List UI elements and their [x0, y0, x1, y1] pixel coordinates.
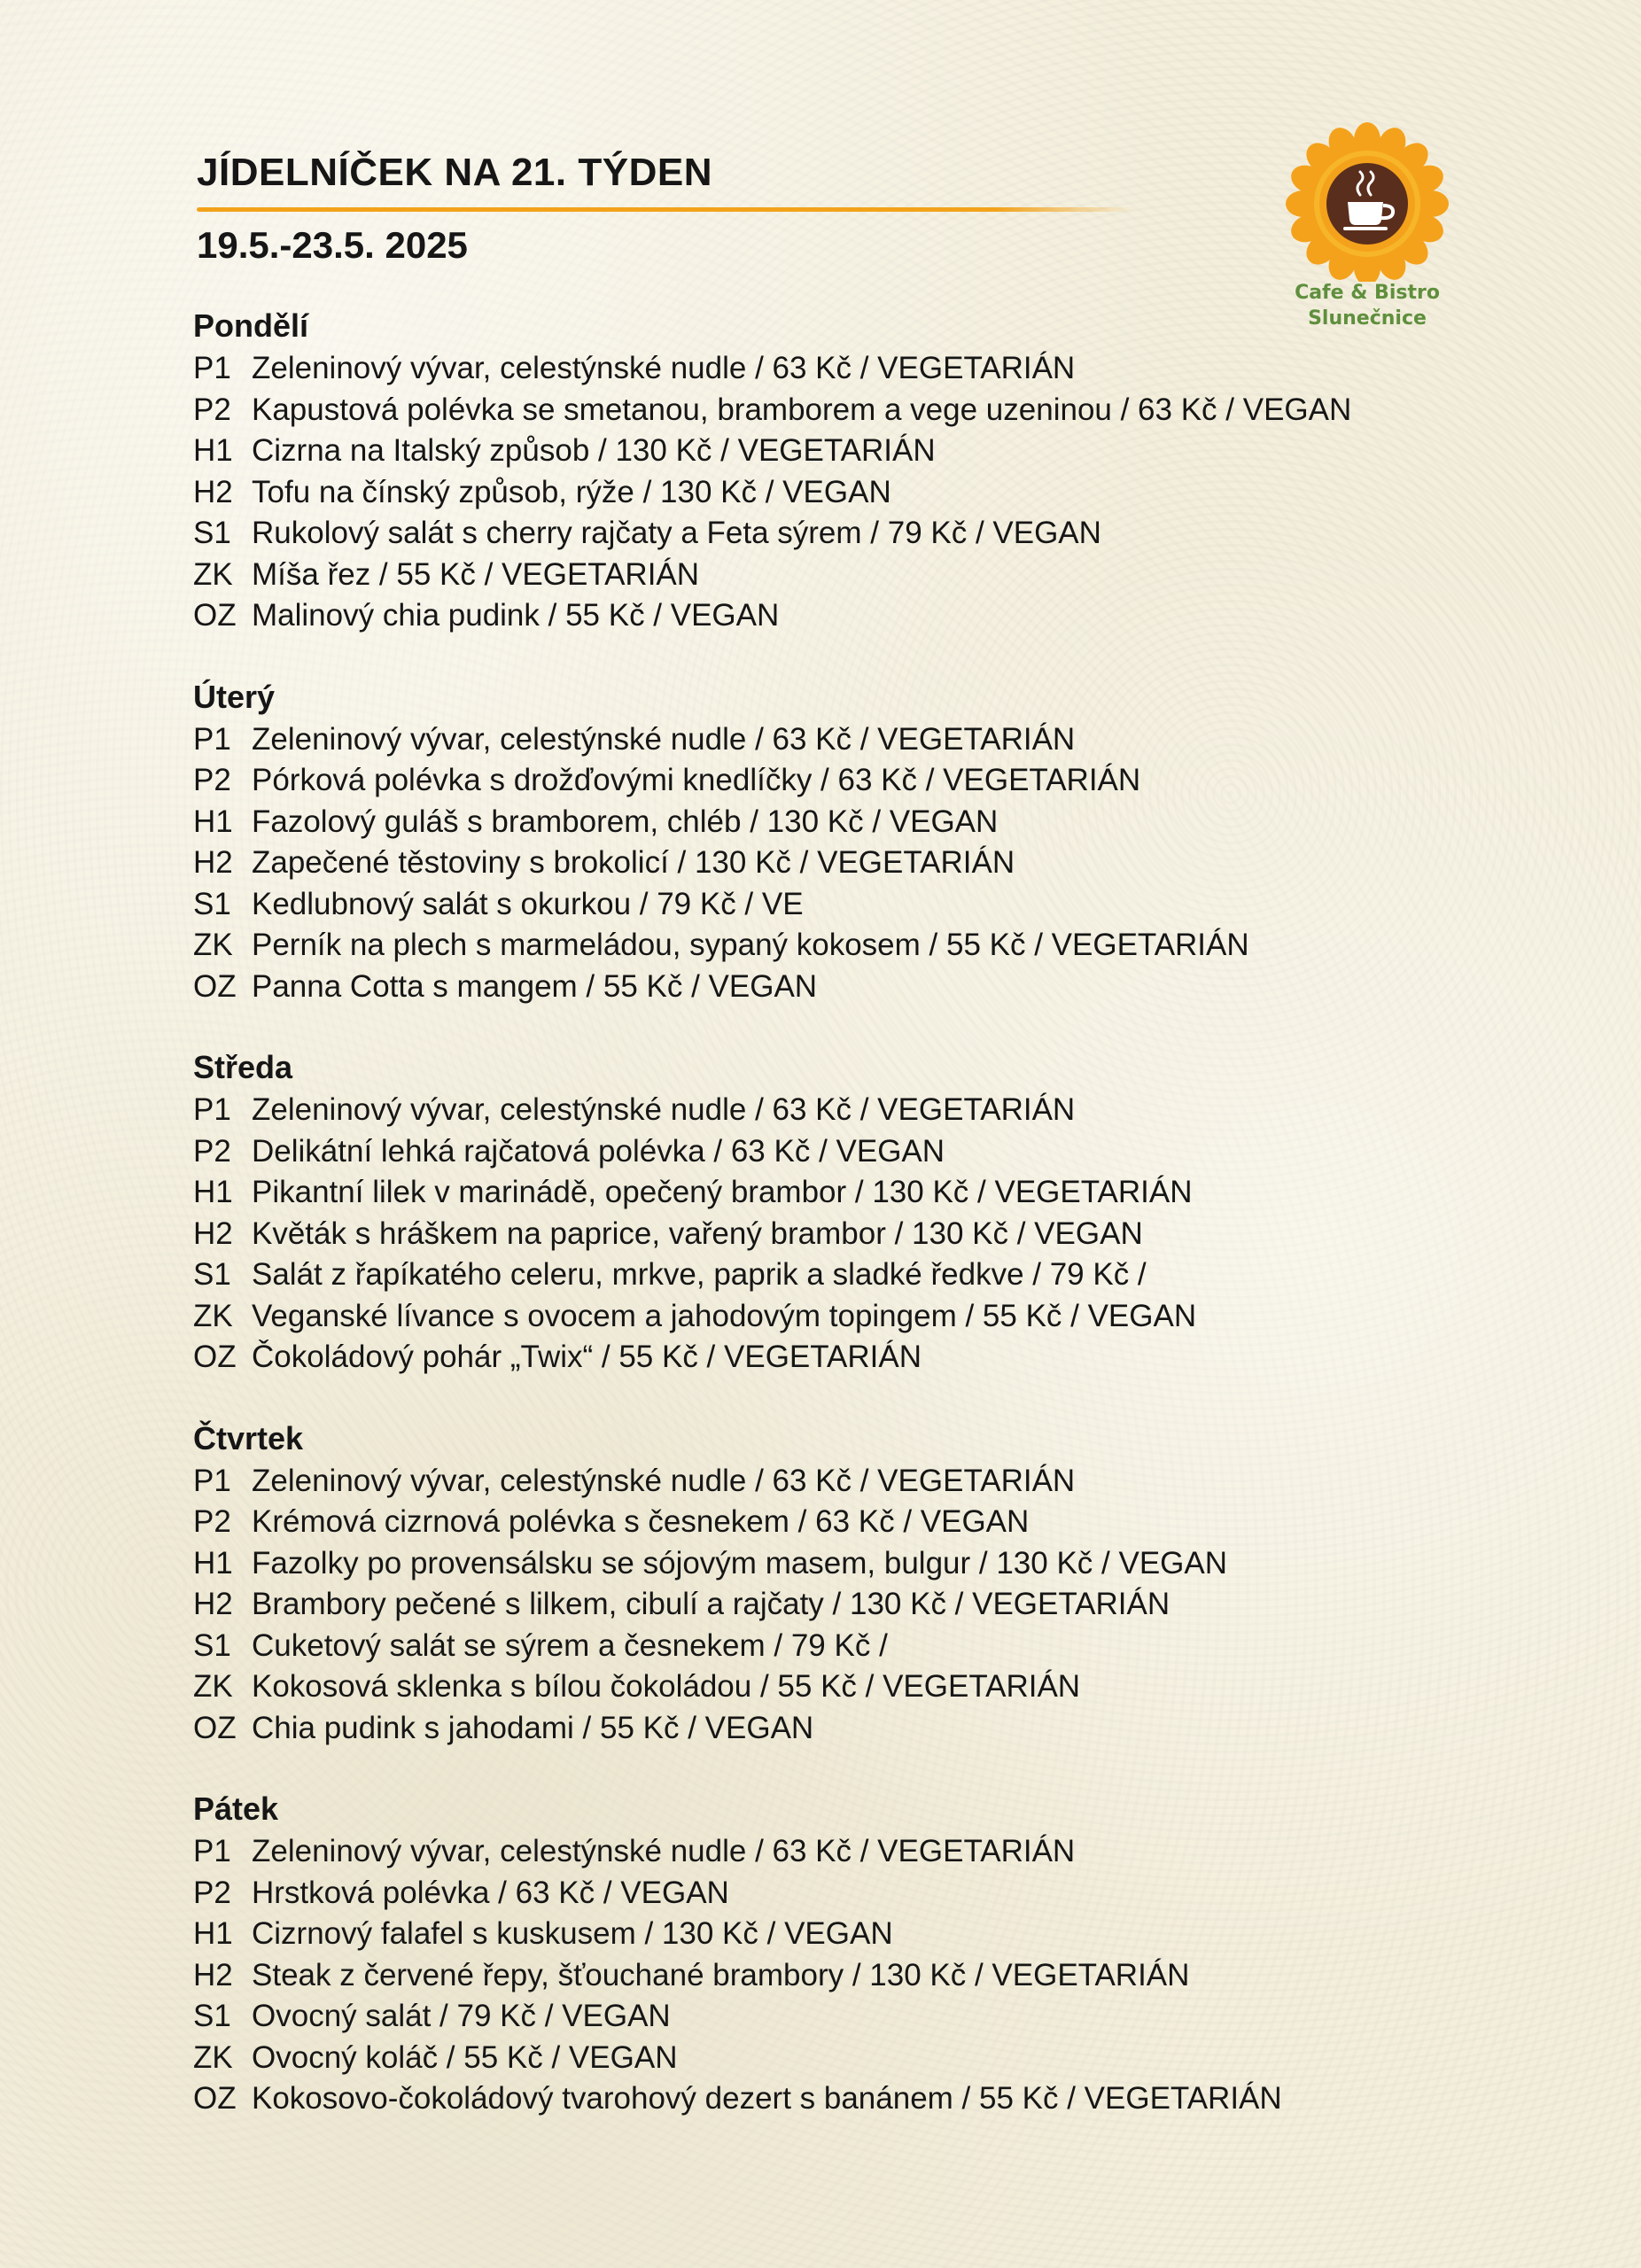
menu-item-description: Zeleninový vývar, celestýnské nudle / 63 Kč / VEGETARIÁN — [252, 351, 1076, 385]
menu-item-code: OZ — [193, 968, 237, 1004]
menu-item-description: Zeleninový vývar, celestýnské nudle / 63 Kč / VEGETARIÁN — [252, 1092, 1076, 1127]
menu-header — [197, 142, 1154, 272]
menu-item-code: ZK — [193, 928, 233, 962]
menu-item — [193, 390, 1352, 431]
menu-item-code: ZK — [193, 1298, 233, 1333]
menu-item-code: OZ — [193, 1710, 237, 1745]
menu-item-code: H2 — [193, 845, 233, 880]
menu-item — [193, 719, 1345, 761]
menu-item-description: Zeleninový vývar, celestýnské nudle / 63 Kč / VEGETARIÁN — [252, 721, 1076, 757]
menu-item — [193, 1172, 1345, 1214]
menu-item-code: P1 — [193, 351, 231, 385]
day-section — [193, 677, 1345, 1008]
menu-item-code: S1 — [193, 1999, 231, 2033]
menu-item-description: Kokosová sklenka s bílou čokoládou / 55 Kč / VEGETARIÁN — [252, 1669, 1081, 1704]
menu-item-description: Chia pudink s jahodami / 55 Kč / VEGAN — [252, 1710, 814, 1745]
menu-item-description: Tofu na čínský způsob, rýže / 130 Kč / VEGAN — [252, 474, 891, 509]
menu-item-code: H1 — [193, 804, 233, 839]
day-section — [193, 1789, 1345, 2120]
menu-item — [193, 348, 1345, 390]
menu-item-code: ZK — [193, 1669, 233, 1704]
day-section — [193, 306, 1352, 637]
menu-item-description: Brambory pečené s lilkem, cibulí a rajčaty / 130 Kč / VEGETARIÁN — [252, 1587, 1170, 1621]
menu-item-description: Ovocný salát / 79 Kč / VEGAN — [252, 1999, 671, 2033]
menu-item-description: Kedlubnový salát s okurkou / 79 Kč / VE — [252, 886, 804, 921]
menu-item — [193, 1090, 1345, 1131]
menu-item-description: Fazolky po provensálsku se sójovým masem, bulgur / 130 Kč / VEGAN — [252, 1545, 1228, 1581]
menu-item — [193, 1708, 1345, 1750]
menu-item — [193, 884, 1345, 926]
menu-item-code: S1 — [193, 886, 231, 921]
menu-item — [193, 760, 1345, 802]
menu-item — [193, 925, 1345, 967]
weekly-menu — [193, 306, 1352, 2160]
menu-item-description: Perník na plech s marmeládou, sypaný kokosem / 55 Kč / VEGETARIÁN — [252, 928, 1249, 962]
menu-item — [193, 1214, 1345, 1255]
menu-item-code: H1 — [193, 1175, 233, 1209]
menu-item-code: S1 — [193, 516, 231, 550]
menu-item-description: Čokoládový pohár „Twix“ / 55 Kč / VEGETARIÁN — [252, 1340, 922, 1374]
menu-item — [193, 1626, 1345, 1667]
menu-item-code: OZ — [193, 2081, 237, 2116]
menu-item — [193, 802, 1345, 843]
menu-item-description: Krémová cizrnová polévka s česnekem / 63 Kč / VEGAN — [252, 1504, 1030, 1539]
menu-item-description: Zapečené těstoviny s brokolicí / 130 Kč / VEGETARIÁN — [252, 845, 1015, 880]
menu-item-code: P1 — [193, 1463, 231, 1498]
menu-item — [193, 1254, 1345, 1296]
menu-item-code: P1 — [193, 1834, 231, 1868]
menu-item — [193, 1296, 1345, 1338]
menu-item — [193, 1584, 1345, 1626]
menu-item — [193, 1831, 1345, 1873]
menu-item-description: Hrstková polévka / 63 Kč / VEGAN — [252, 1875, 729, 1910]
menu-item-code: OZ — [193, 598, 237, 633]
date-range: 19.5.-23.5. 2025 — [197, 224, 468, 266]
menu-item-code: H2 — [193, 1957, 233, 1992]
menu-item — [193, 1955, 1345, 1997]
menu-item-description: Steak z červené řepy, šťouchané brambory / 130 Kč / VEGETARIÁN — [252, 1957, 1190, 1992]
menu-item-code: H2 — [193, 474, 233, 509]
menu-item-description: Kapustová polévka se smetanou, bramborem a vege uzeninou / 63 Kč / VEGAN — [252, 392, 1352, 427]
menu-item — [193, 1996, 1345, 2038]
menu-item — [193, 2078, 1345, 2120]
menu-item-description: Fazolový guláš s bramborem, chléb / 130 Kč / VEGAN — [252, 804, 999, 839]
day-heading: Pátek — [193, 1790, 279, 1827]
menu-item-description: Veganské lívance s ovocem a jahodovým topingem / 55 Kč / VEGAN — [252, 1298, 1197, 1333]
menu-item — [193, 1666, 1345, 1708]
logo-line-1: Cafe & Bistro — [1295, 282, 1440, 304]
menu-item-code: H1 — [193, 433, 233, 468]
menu-item-code: H2 — [193, 1587, 233, 1621]
day-heading: Středa — [193, 1049, 293, 1085]
menu-item — [193, 1873, 1345, 1915]
menu-item-code: P1 — [193, 721, 231, 757]
menu-item — [193, 2038, 1345, 2079]
menu-item — [193, 1461, 1345, 1503]
menu-item-description: Míša řez / 55 Kč / VEGETARIÁN — [252, 556, 700, 592]
menu-item — [193, 595, 1345, 637]
menu-item-code: P1 — [193, 1092, 231, 1127]
title-underline — [197, 207, 1136, 212]
menu-item — [193, 843, 1345, 884]
menu-item-code: S1 — [193, 1257, 231, 1292]
menu-item-description: Pórková polévka s drožďovými knedlíčky / 63 Kč / VEGETARIÁN — [252, 763, 1141, 797]
menu-item-description: Pikantní lilek v marinádě, opečený brambor / 130 Kč / VEGETARIÁN — [252, 1175, 1193, 1209]
menu-item-code: P2 — [193, 1875, 231, 1910]
menu-item — [193, 1131, 1345, 1173]
menu-item-description: Rukolový salát s cherry rajčaty a Feta sýrem / 79 Kč / VEGAN — [252, 516, 1101, 550]
menu-item — [193, 472, 1345, 514]
menu-item-code: OZ — [193, 1340, 237, 1374]
menu-item-description: Malinový chia pudink / 55 Kč / VEGAN — [252, 598, 780, 633]
menu-item-description: Cizrnový falafel s kuskusem / 130 Kč / VEGAN — [252, 1916, 893, 1951]
menu-item — [193, 513, 1345, 555]
day-heading: Pondělí — [193, 307, 309, 344]
menu-item-code: P2 — [193, 763, 231, 797]
menu-item-description: Panna Cotta s mangem / 55 Kč / VEGAN — [252, 968, 818, 1004]
menu-item-code: P2 — [193, 392, 231, 427]
menu-item-description: Kokosovo-čokoládový tvarohový dezert s banánem / 55 Kč / VEGETARIÁN — [252, 2081, 1282, 2116]
menu-item-code: ZK — [193, 2039, 233, 2075]
menu-item — [193, 555, 1345, 596]
menu-item-code: P2 — [193, 1133, 231, 1169]
menu-item-code: H1 — [193, 1916, 233, 1951]
menu-item-description: Cizrna na Italský způsob / 130 Kč / VEGETARIÁN — [252, 433, 936, 468]
menu-item — [193, 1337, 1345, 1379]
coffee-cup-sun-icon — [1283, 122, 1451, 282]
day-heading: Úterý — [193, 678, 276, 715]
menu-item — [193, 967, 1345, 1008]
menu-item-code: ZK — [193, 556, 233, 592]
menu-item — [193, 431, 1345, 472]
menu-item-description: Salát z řapíkatého celeru, mrkve, paprik a sladké ředkve / 79 Kč / — [252, 1257, 1147, 1292]
menu-item-description: Ovocný koláč / 55 Kč / VEGAN — [252, 2039, 678, 2075]
menu-item-code: H1 — [193, 1545, 233, 1581]
menu-item-description: Cuketový salát se sýrem a česnekem / 79 Kč / — [252, 1627, 888, 1663]
menu-item-code: P2 — [193, 1504, 231, 1539]
menu-item-code: H2 — [193, 1216, 233, 1251]
day-section — [193, 1047, 1345, 1379]
menu-item-description: Zeleninový vývar, celestýnské nudle / 63 Kč / VEGETARIÁN — [252, 1463, 1076, 1498]
menu-item-description: Květák s hráškem na paprice, vařený brambor / 130 Kč / VEGAN — [252, 1216, 1143, 1251]
menu-item-code: S1 — [193, 1627, 231, 1663]
menu-item — [193, 1502, 1345, 1543]
day-section — [193, 1418, 1345, 1750]
menu-item — [193, 1914, 1345, 1955]
menu-item-description: Delikátní lehká rajčatová polévka / 63 Kč / VEGAN — [252, 1133, 945, 1169]
menu-item — [193, 1543, 1345, 1585]
day-heading: Čtvrtek — [193, 1419, 304, 1456]
menu-item-description: Zeleninový vývar, celestýnské nudle / 63 Kč / VEGETARIÁN — [252, 1834, 1076, 1868]
page-title: JÍDELNÍČEK NA 21. TÝDEN — [197, 151, 712, 194]
cafe-logo — [1283, 122, 1451, 335]
logo-line-2: Slunečnice — [1308, 307, 1427, 330]
